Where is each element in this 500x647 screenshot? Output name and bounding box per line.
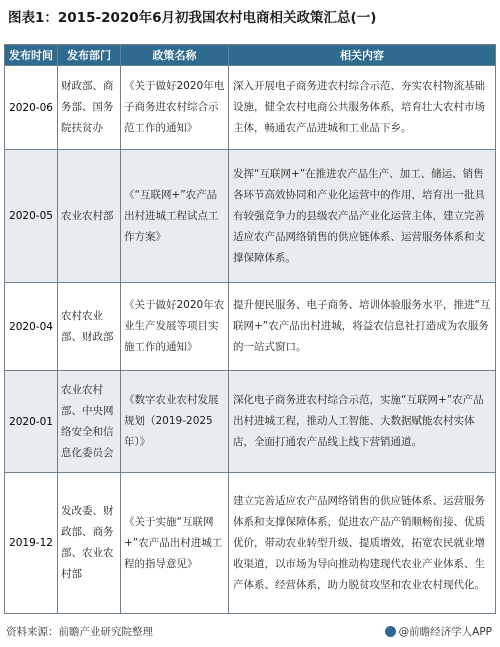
cell-content: 深化电子商务进农村综合示范，实施“互联网+”农产品出村进城工程，推动人工智能、大数据赋能农村实体店，全面打通农产品线上线下营销通道。	[233, 394, 484, 448]
cell-date: 2020-04	[5, 283, 58, 370]
table-header-row	[5, 45, 495, 66]
cell-policy: 《“互联网+”农产品出村进城工程试点工作方案》	[121, 150, 229, 282]
cell-policy: 《关于做好2020年农业生产发展等项目实施工作的通知》	[121, 283, 229, 370]
cell-content: 深入开展电子商务进农村综合示范、夯实农村物流基础设施，健全农村电商公共服务体系，培育壮大农村市场主体，畅通农产品进城和工业品下乡。	[233, 80, 485, 134]
brand-credit	[385, 624, 492, 639]
table-row	[5, 473, 495, 613]
table-row	[5, 283, 495, 371]
cell-content: 建立完善适应农产品网络销售的供应链体系、运营服务体系和支撑保障体系，促进农产品产销顺畅衔接、优质优价，带动农业转型升级、提质增效，拓宽农民就业增收渠道，以市场为导向推动构建现代农业产业体系、生产体系、经营体系，助力脱贫攻坚和农业农村现代化。	[233, 494, 485, 591]
brand-text: @前瞻经济学人APP	[398, 626, 492, 638]
brand-logo-icon	[385, 626, 396, 637]
header-policy: 政策名称	[121, 45, 229, 65]
cell-policy: 《关于实施“互联网+”农产品出村进城工程的指导意见》	[121, 473, 229, 613]
cell-policy: 《关于做好2020年电子商务进农村综合示范工作的通知》	[121, 66, 229, 149]
cell-dept: 农业农村部、中央网络安全和信息化委员会	[58, 371, 121, 472]
cell-dept: 农村农业部、财政部	[58, 283, 121, 370]
page-title: 图表1：2015-2020年6月初我国农村电商相关政策汇总(一)	[8, 10, 377, 26]
table-row	[5, 66, 495, 150]
cell-dept: 农业农村部	[58, 150, 121, 282]
cell-policy: 《数字农业农村发展规划（2019-2025年）》	[121, 371, 229, 472]
table-row	[5, 371, 495, 473]
cell-date: 2020-06	[5, 66, 58, 149]
header-content: 相关内容	[340, 49, 384, 62]
header-date: 发布时间	[5, 45, 58, 65]
cell-date: 2020-05	[5, 150, 58, 282]
cell-date: 2020-01	[5, 371, 58, 472]
header-dept: 发布部门	[58, 45, 121, 65]
cell-content: 发挥“互联网+”在推进农产品生产、加工、储运、销售各环节高效协同和产业化运营中的作用，培育出一批具有较强竞争力的县级农产品产业化运营主体，建立完善适应农产品网络销售的供应链体系、运营服务体系和支撑保障体系。	[233, 167, 485, 264]
source-note: 资料来源：前瞻产业研究院整理	[6, 626, 153, 638]
cell-content: 提升便民服务、电子商务、培训体验服务水平，推进“互联网+”农产品出村进城，将益农信息社打造成为农服务的一站式窗口。	[233, 299, 491, 353]
policy-table	[4, 44, 496, 614]
cell-dept: 财政部、商务部、国务院扶贫办	[58, 66, 121, 149]
cell-date: 2019-12	[5, 473, 58, 613]
table-row	[5, 150, 495, 283]
cell-dept: 发改委、财政部、商务部、农业农村部	[58, 473, 121, 613]
